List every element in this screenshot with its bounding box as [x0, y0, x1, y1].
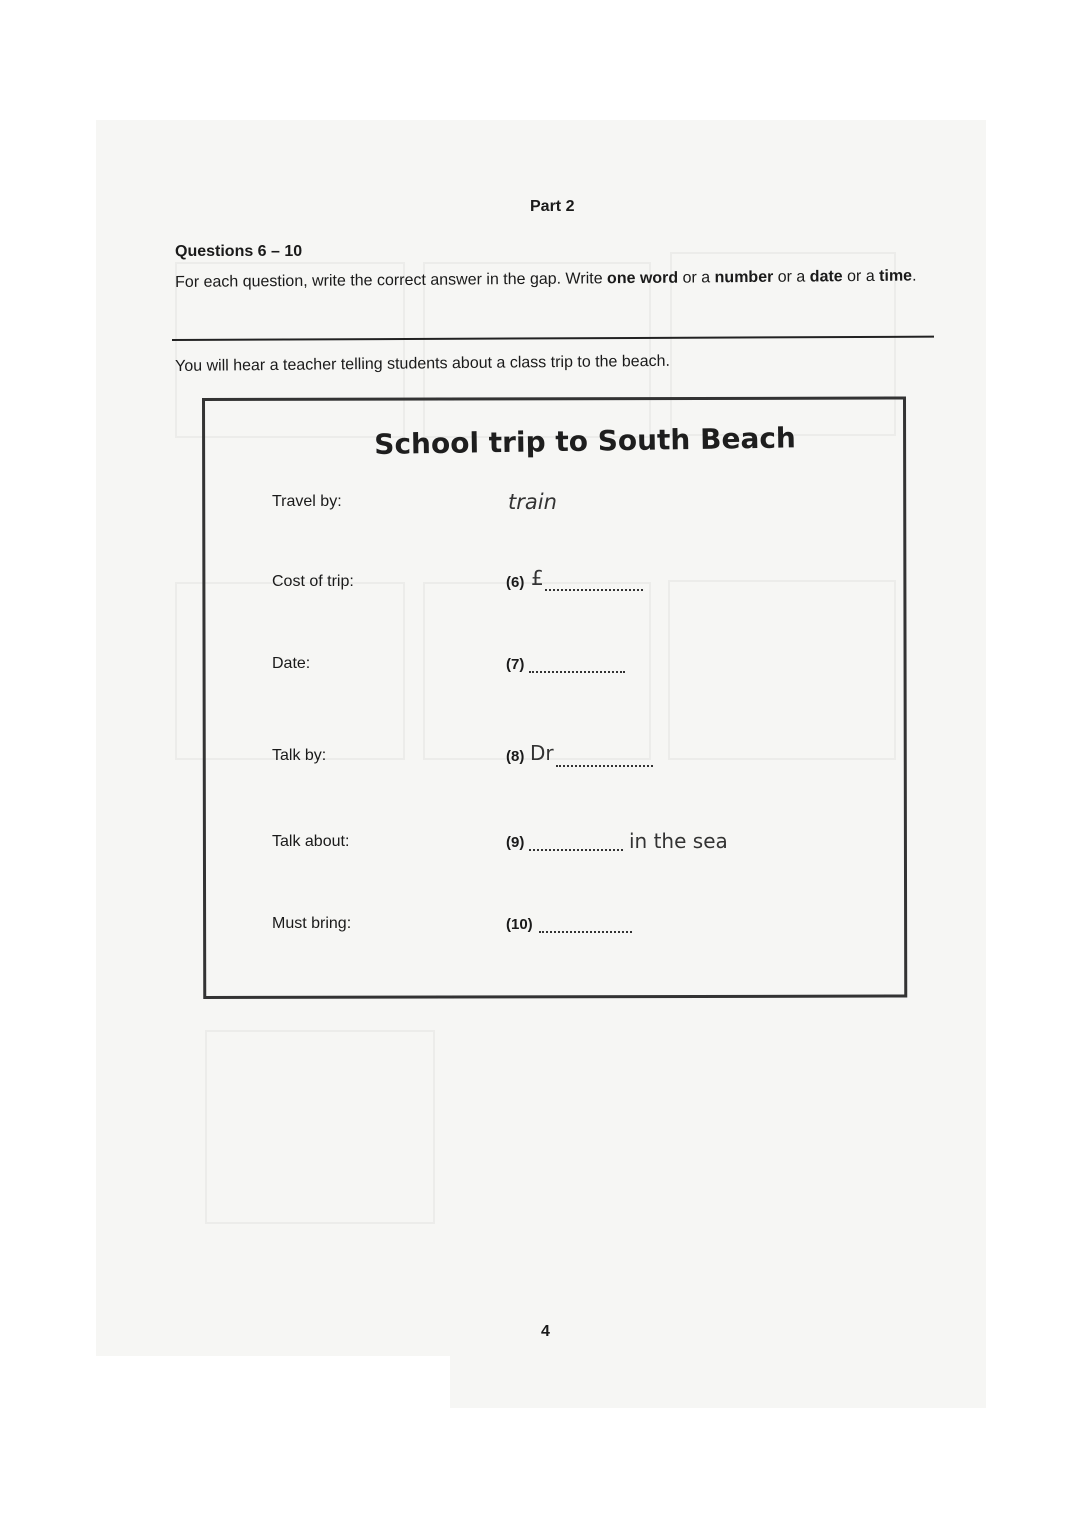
label-date: Date: — [272, 655, 311, 672]
question-number-6: (6) — [506, 574, 525, 591]
label-cost: Cost of trip: — [272, 573, 354, 590]
question-number-7: (7) — [506, 656, 525, 673]
answer-gap-7[interactable] — [529, 659, 625, 673]
page-number: 4 — [541, 1323, 550, 1340]
answer-gap-6[interactable] — [545, 577, 643, 591]
label-must-bring: Must bring: — [272, 915, 352, 932]
scan-edge-left — [96, 1356, 246, 1408]
pound-sign: £ — [531, 566, 544, 590]
questions-heading: Questions 6 – 10 — [175, 243, 303, 260]
answer-gap-9[interactable] — [529, 837, 623, 851]
label-talk-by: Talk by: — [272, 747, 327, 764]
answer-gap-8[interactable] — [556, 753, 653, 767]
question-number-8: (8) — [506, 748, 525, 765]
notes-form-box — [202, 397, 907, 999]
answer-travel-by: train — [508, 490, 557, 514]
question-number-10: (10) — [506, 916, 533, 933]
context-text: You will hear a teacher telling students about a class trip to the beach. — [175, 352, 670, 375]
answer-gap-10[interactable] — [539, 919, 632, 933]
instruction-text: For each question, write the correct answer in the gap. Write one word or a number or a date or a time. — [175, 267, 917, 291]
in-the-sea-suffix: in the sea — [629, 829, 728, 853]
label-talk-about: Talk about: — [272, 833, 350, 850]
label-travel-by: Travel by: — [272, 493, 342, 510]
ghost-picture — [205, 1030, 435, 1224]
part-title: Part 2 — [530, 198, 575, 215]
question-number-9: (9) — [506, 834, 525, 851]
scan-edge-mid — [246, 1356, 450, 1408]
dr-prefix: Dr — [530, 741, 554, 765]
form-title: School trip to South Beach — [374, 421, 797, 461]
